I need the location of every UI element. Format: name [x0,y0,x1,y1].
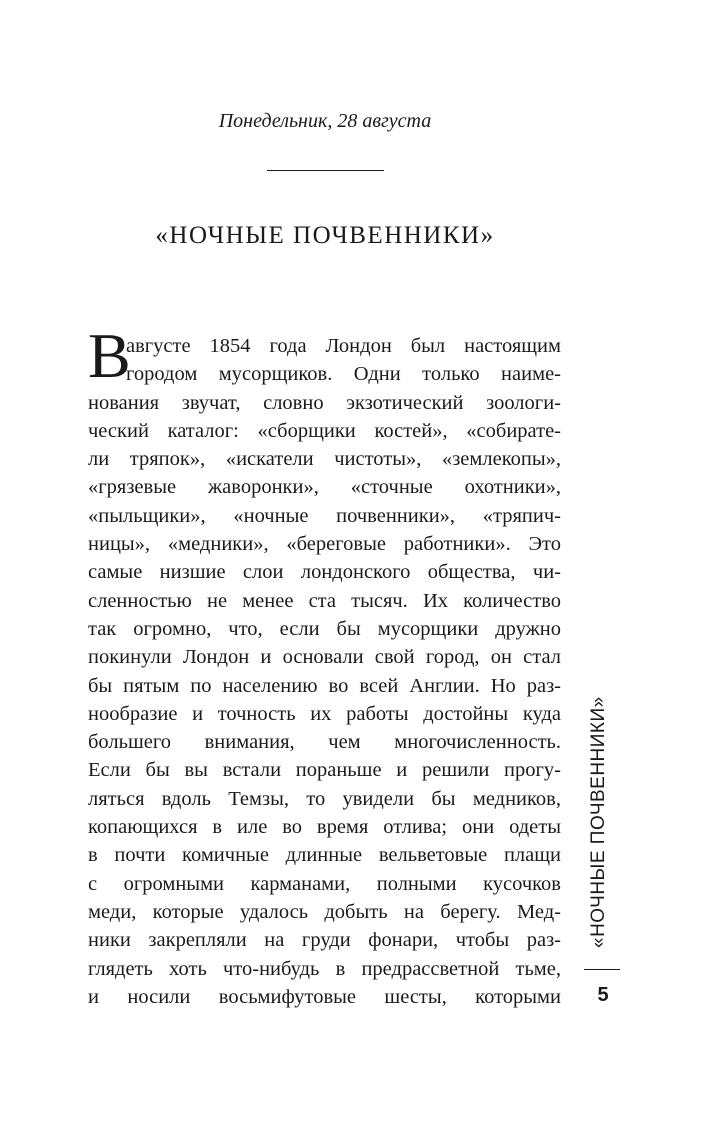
text-line: «грязевые жаворонки», «сточные охотники», [88,476,561,499]
text-line: глядеть хоть что-нибудь в предрассветной тьме, [88,957,561,980]
text-line: и носили восьмифутовые шесты, которыми [88,985,561,1008]
text-line: копающихся в иле во время отлива; они одеты [88,816,561,839]
text-line: с огромными карманами, полными кусочков [88,872,561,895]
text-line: ческий каталог: «сборщики костей», «собирате- [88,419,561,442]
text-line: нообразие и точность их работы достойны куда [88,702,561,725]
text-line: Если бы вы встали пораньше и решили прогу- [88,759,561,782]
text-line: в почти комичные длинные вельветовые плащи [88,844,561,867]
text-line: большего внимания, чем многочисленность. [88,731,561,754]
text-line: «пыльщики», «ночные почвенники», «тряпич- [88,504,561,527]
text-line: бы пятым по населению во всей Англии. Но раз- [88,674,561,697]
drop-cap: В [88,320,131,391]
page-number-rule [584,969,620,970]
text-line: августе 1854 года Лондон был настоящим [126,335,561,357]
chapter-title: «НОЧНЫЕ ПОЧВЕННИКИ» [155,221,495,249]
text-line: так огромно, что, если бы мусорщики дружно [88,617,561,640]
page-number: 5 [597,984,609,1006]
text-line: городом мусорщиков. Одни только наиме- [126,363,561,386]
body-text [88,332,561,1011]
text-line: самые низшие слои лондонского общества, чи- [88,561,561,584]
text-line: ники закрепляли на груди фонари, чтобы раз- [88,929,561,952]
text-line: ницы», «медники», «береговые работники». Это [88,533,561,556]
running-head: «НОЧНЫЕ ПОЧВЕННИКИ» [588,696,609,948]
text-line: меди, которые удалось добыть на берегу. Мед- [88,900,561,923]
text-line: ляться вдоль Темзы, то увидели бы медников, [88,787,561,810]
text-line: ли тряпок», «искатели чистоты», «землекопы», [88,448,561,471]
text-line: сленностью не менее ста тысяч. Их количество [88,589,561,612]
text-line: покинули Лондон и основали свой город, он стал [88,646,561,669]
title-divider [267,170,384,171]
chapter-date: Понедельник, 28 августа [218,110,432,132]
text-line: нования звучат, словно экзотический зоологи- [88,391,561,414]
